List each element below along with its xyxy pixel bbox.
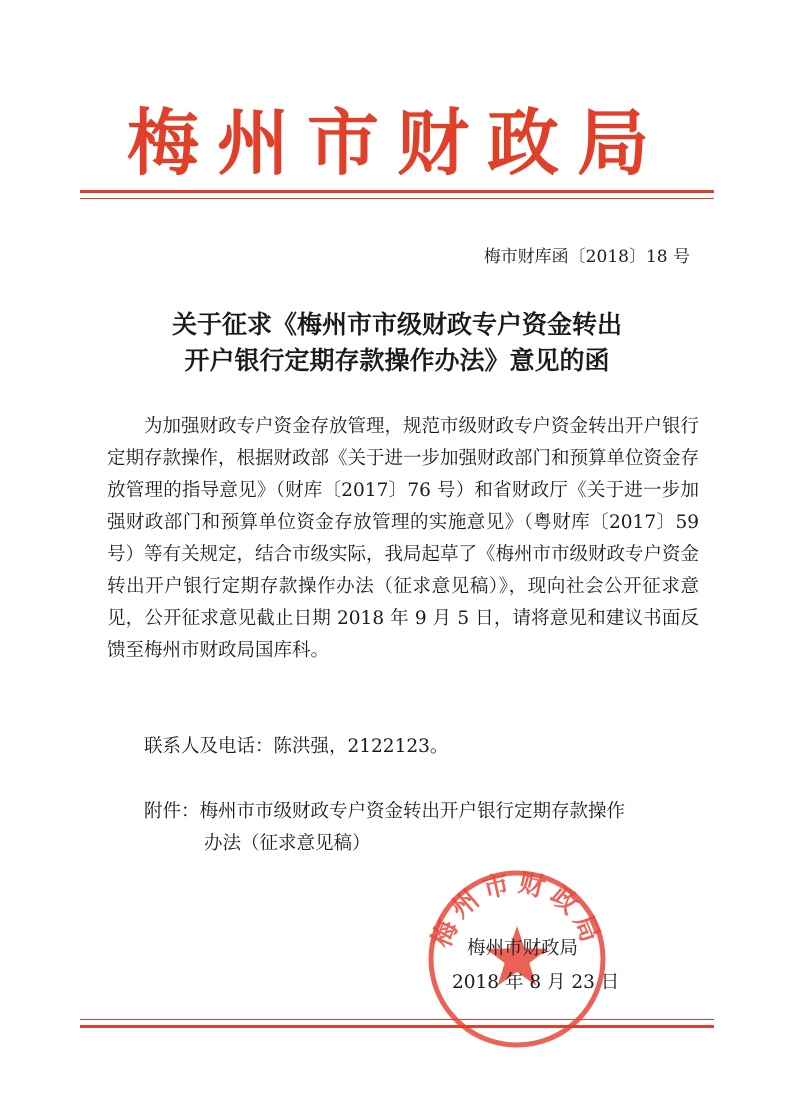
letterhead-rule-top-thin — [80, 198, 714, 199]
seal-text: 梅州市财政局 — [426, 868, 608, 952]
document-title-line-1: 关于征求《梅州市市级财政专户资金转出 — [171, 310, 622, 339]
body-paragraph: 为加强财政专户资金存放管理，规范市级财政专户资金转出开户银行定期存款操作，根据财政部《关于进一步加强财政部门和预算单位资金存放管理的指导意见》（财库〔2017〕76 号）和省财政厅《关于进一步加强财政部门和预算单位资金存放管理的实施意见》（粤财库〔2017〕59 号）等有关规定，结合市级实际，我局起草了《梅州市市级财政专户资金转出开户银行定期存款操作办法（征求意见稿）》，现向社会公开征求意见，公开征求意见截止日期 2018 年 9 月 5 日，请将意见和建议书面反馈至梅州市财政局国库科。 — [107, 416, 700, 661]
footer-rule-thick — [80, 1025, 714, 1028]
document-body — [107, 411, 699, 667]
document-number: 梅市财库函〔2018〕18 号 — [483, 247, 690, 267]
signature-organization: 梅州市财政局 — [467, 938, 579, 959]
contact-line: 联系人及电话：陈洪强，2122123。 — [144, 736, 449, 757]
attachment-block — [144, 796, 625, 860]
signature-date: 2018 年 8 月 23 日 — [452, 972, 620, 993]
agency-letterhead-title: 梅州市财政局 — [126, 101, 667, 185]
attachment-line-1: 附件：梅州市市级财政专户资金转出开户银行定期存款操作 — [144, 801, 626, 822]
footer-rule-thin — [80, 1019, 714, 1020]
letterhead-rule-top-thick — [80, 190, 714, 193]
attachment-line-2: 办法（征求意见稿） — [204, 833, 371, 854]
document-title-line-2: 开户银行定期存款操作办法》意见的函 — [184, 346, 610, 375]
document-title — [90, 307, 704, 379]
